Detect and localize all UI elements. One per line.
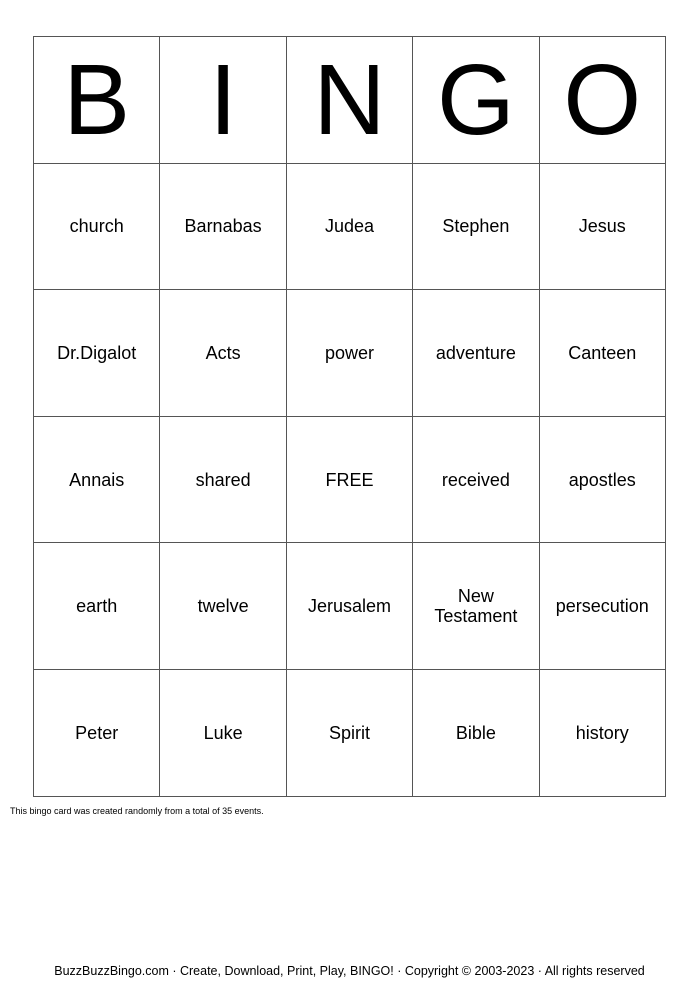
bingo-cell: adventure — [413, 290, 539, 417]
bingo-cell: Judea — [286, 163, 412, 290]
bingo-cell: history — [539, 669, 665, 796]
bingo-cell: shared — [160, 416, 286, 543]
header-letter-n: N — [286, 37, 412, 164]
bingo-cell: Canteen — [539, 290, 665, 417]
bingo-cell: Peter — [34, 669, 160, 796]
bingo-row — [34, 290, 666, 417]
header-letter-b: B — [34, 37, 160, 164]
bingo-cell: apostles — [539, 416, 665, 543]
bingo-cell: Jerusalem — [286, 543, 412, 670]
bingo-cell: New Testament — [413, 543, 539, 670]
bingo-cell: Acts — [160, 290, 286, 417]
bingo-row — [34, 416, 666, 543]
bingo-header-row — [34, 37, 666, 164]
bingo-cell: power — [286, 290, 412, 417]
bingo-row — [34, 669, 666, 796]
bingo-cell: Jesus — [539, 163, 665, 290]
bingo-cell: Dr.Digalot — [34, 290, 160, 417]
generation-note: This bingo card was created randomly from a total of 35 events. — [10, 806, 264, 816]
header-letter-g: G — [413, 37, 539, 164]
bingo-cell: church — [34, 163, 160, 290]
footer-copyright: BuzzBuzzBingo.com · Create, Download, Print, Play, BINGO! · Copyright © 2003-2023 · All rights reserved — [54, 964, 645, 978]
bingo-row — [34, 543, 666, 670]
bingo-cell: persecution — [539, 543, 665, 670]
bingo-cell: earth — [34, 543, 160, 670]
header-letter-i: I — [160, 37, 286, 164]
bingo-cell: Luke — [160, 669, 286, 796]
bingo-cell: Stephen — [413, 163, 539, 290]
header-letter-o: O — [539, 37, 665, 164]
free-space-cell: FREE — [286, 416, 412, 543]
bingo-cell: Annais — [34, 416, 160, 543]
bingo-row — [34, 163, 666, 290]
bingo-cell: twelve — [160, 543, 286, 670]
bingo-cell: Spirit — [286, 669, 412, 796]
bingo-cell: Barnabas — [160, 163, 286, 290]
bingo-cell: Bible — [413, 669, 539, 796]
bingo-cell: received — [413, 416, 539, 543]
bingo-card — [33, 36, 666, 797]
